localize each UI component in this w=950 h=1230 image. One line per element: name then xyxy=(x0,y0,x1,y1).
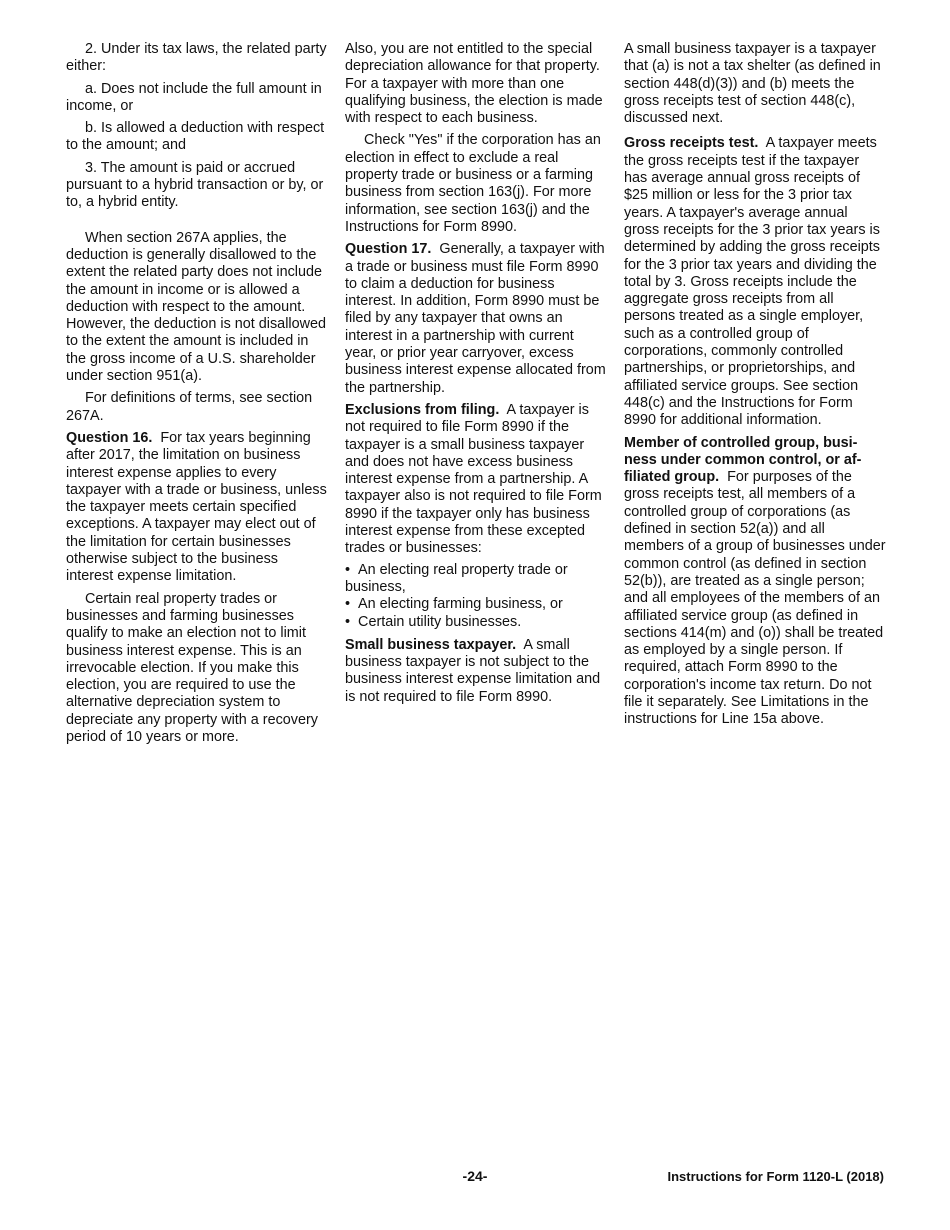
list-item: • An electing farming business, or xyxy=(345,596,607,613)
list-item-2: 2. Under its tax laws, the related party either: xyxy=(66,41,327,75)
list-item-3: 3. The amount is paid or accrued pursuant to a hybrid transaction or by, or to, a hybrid entity. xyxy=(66,159,324,211)
list-item-2a: a. Does not include the full amount in income, or xyxy=(66,80,322,114)
member-controlled-group xyxy=(624,435,886,729)
column-right xyxy=(624,41,886,734)
question-17 xyxy=(345,241,607,397)
gross-receipts-text: A taxpayer meets the gross receipts test if the taxpayer has average annual gross receipts of $25 million or less for the 3 prior tax years. A taxpayer's average annual gross receipts for the 3 prior tax years is determined by adding the gross receipts for the 3 prior tax years and dividing the total by 3. Gross receipts include the aggregate gross receipts from all persons treated as a single employer, such as a controlled group of corporations, commonly controlled partnerships, or proprietorships, and affiliated service groups. See section 448(c) and the Instructions for Form 8990 for additional information. xyxy=(624,135,880,429)
exclusions-heading: Exclusions from filing. xyxy=(345,401,500,418)
small-business-taxpayer xyxy=(345,637,607,706)
exclusions-from-filing xyxy=(345,402,607,558)
page-number: -24- xyxy=(462,1168,488,1184)
paragraph-definitions: For definitions of terms, see section 267A. xyxy=(66,390,313,424)
gross-receipts-test xyxy=(624,135,886,429)
question-17-text: Generally, a taxpayer with a trade or business must file Form 8990 to claim a deduction for business interest. In addition, Form 8990 must be filed by any taxpayer that owns an interest in a partnership with current year, or prior year carryover, excess business interest expense allocated from the partnership. xyxy=(345,241,606,396)
paragraph-election: Certain real property trades or businesses and farming businesses qualify to make an election not to limit business interest expense. This is an irrevocable election. If you make this election, you are required to use the alternative depreciation system to depreciate any property with a recovery period of 10 years or more. xyxy=(66,590,318,745)
question-16-heading: Question 16. xyxy=(66,429,153,446)
list-item-2b: b. Is allowed a deduction with respect to the amount; and xyxy=(66,120,325,154)
form-title-footer: Instructions for Form 1120-L (2018) xyxy=(667,1169,884,1184)
gross-receipts-heading: Gross receipts test. xyxy=(624,135,759,152)
paragraph-small-business-definition: A small business taxpayer is a taxpayer that (a) is not a tax shelter (as defined in section 448(d)(3)) and (b) meets the gross receipts test of section 448(c), discussed next. xyxy=(624,41,881,127)
question-17-heading: Question 17. xyxy=(345,241,432,258)
small-business-heading: Small business taxpayer. xyxy=(345,636,517,653)
paragraph-section-267a: When section 267A applies, the deduction is generally disallowed to the extent the related party does not include the amount in income or is allowed a deduction with respect to the amount. However, the deduction is not disallowed to the extent the amount is included in the gross income of a U.S. shareholder under section 951(a). xyxy=(66,229,326,385)
list-item: • Certain utility businesses. xyxy=(345,614,607,631)
column-middle xyxy=(345,41,607,711)
excepted-businesses-list xyxy=(345,562,607,631)
question-16-text: For tax years beginning after 2017, the limitation on business interest expense applies to every taxpayer with a trade or business, unless the taxpayer meets certain specified exceptions. A taxpayer may elect out of the limitation for certain businesses otherwise subject to the business interest expense limitation. xyxy=(66,429,327,585)
exclusions-text: A taxpayer is not required to file Form 8990 if the taxpayer is a small business taxpayer and does not have excess business interest expense from a partnership. A taxpayer also is not required to file Form 8990 if the taxpayer only has business interest expense from these excepted trades or businesses: xyxy=(345,401,602,557)
question-16 xyxy=(66,430,328,586)
list-item: • An electing real property trade or business, xyxy=(345,562,607,597)
controlled-group-text: For purposes of the gross receipts test, all members of a controlled group of corporations (as defined in section 52(a)) and all members of a group of businesses under common control (as defined in section 52(b)), are treated as a single person; and all employees of the members of an affiliated service group (as defined in sections 414(m) and (o)) shall be treated as employed by a single person. If required, attach Form 8990 to the corporation's income tax return. Do not file it separately. See Limitations in the instructions for Line 15a above. xyxy=(624,469,886,728)
paragraph-depreciation: Also, you are not entitled to the special depreciation allowance for that property. For a taxpayer with more than one qualifying business, the election is made with respect to each business. xyxy=(345,41,603,127)
paragraph-check-yes: Check "Yes" if the corporation has an election in effect to exclude a real property trade or business or a farming business from section 163(j). For more information, see section 163(j) and the Instructions for Form 8990. xyxy=(345,132,601,235)
column-left xyxy=(66,41,328,751)
small-business-text: A small business taxpayer is not subject to the business interest expense limitation and is not required to file Form 8990. xyxy=(345,636,601,705)
controlled-group-heading: Member of controlled group, busi-ness under common control, or af-filiated group. xyxy=(624,434,862,486)
